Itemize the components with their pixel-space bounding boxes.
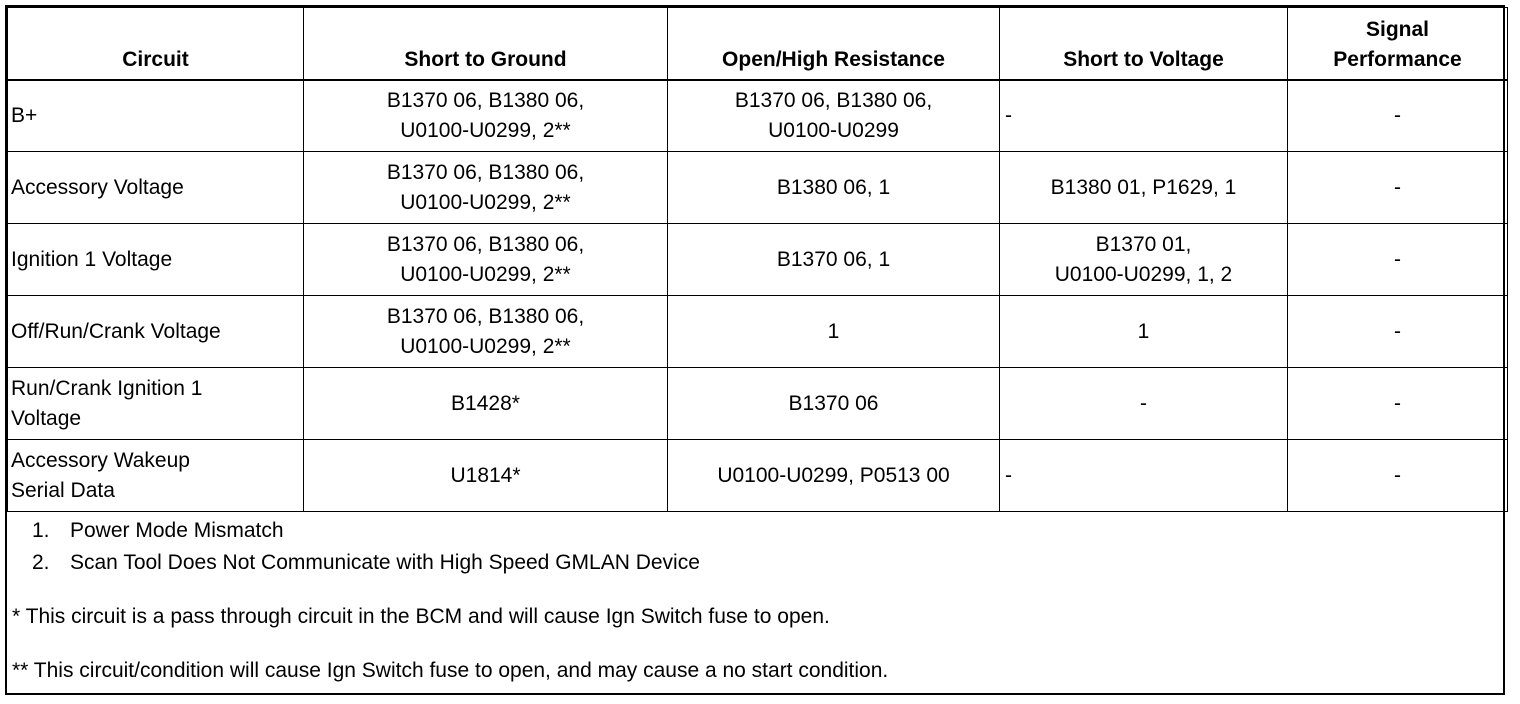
cell-short-to-voltage xyxy=(1000,440,1288,512)
cell-short-to-voltage xyxy=(1000,80,1288,152)
cell-short-to-ground xyxy=(304,80,668,152)
cell-circuit xyxy=(8,296,304,368)
cell-line: - xyxy=(1394,103,1401,127)
footnote-double-asterisk: ** This circuit/condition will cause Ign Switch fuse to open, and may cause a no start condition. xyxy=(12,659,889,682)
cell-signal-performance xyxy=(1288,368,1508,440)
cell-open-high-resistance xyxy=(668,152,1000,224)
cell-signal-performance xyxy=(1288,296,1508,368)
cell-line: 1 xyxy=(1137,319,1150,343)
cell-short-to-ground xyxy=(304,224,668,296)
cell-line: B1370 06 xyxy=(788,391,879,415)
cell-circuit xyxy=(8,152,304,224)
cell-line: - xyxy=(1394,175,1401,199)
dtc-table-frame xyxy=(5,5,1505,695)
cell-signal-performance xyxy=(1288,440,1508,512)
header-open-high-resistance: Open/High Resistance xyxy=(668,8,1000,80)
cell-signal-performance xyxy=(1288,224,1508,296)
cell-line: Run/Crank Ignition 1 xyxy=(11,376,203,400)
note-text: Scan Tool Does Not Communicate with High Speed GMLAN Device xyxy=(70,551,700,574)
cell-line: - xyxy=(1394,247,1401,271)
cell-line: - xyxy=(1005,463,1012,487)
table-row xyxy=(8,296,1508,368)
header-signal-performance-line: Signal xyxy=(1365,17,1429,41)
cell-short-to-voltage xyxy=(1000,152,1288,224)
cell-line: B1370 06, B1380 06, xyxy=(386,88,585,112)
cell-short-to-voltage xyxy=(1000,368,1288,440)
cell-circuit xyxy=(8,440,304,512)
cell-open-high-resistance xyxy=(668,224,1000,296)
cell-circuit xyxy=(8,224,304,296)
table-row xyxy=(8,224,1508,296)
cell-line: Off/Run/Crank Voltage xyxy=(11,319,221,343)
cell-line: 1 xyxy=(827,319,840,343)
note-item xyxy=(9,515,1505,547)
cell-circuit xyxy=(8,368,304,440)
cell-line: Ignition 1 Voltage xyxy=(11,247,173,271)
cell-line: Accessory Voltage xyxy=(11,175,184,199)
cell-line: U0100-U0299, 2** xyxy=(400,262,571,286)
cell-line: U1814* xyxy=(450,463,521,487)
cell-line: Accessory Wakeup xyxy=(11,448,190,472)
notes-section xyxy=(9,515,1505,687)
table-row xyxy=(8,368,1508,440)
cell-line: B1370 06, 1 xyxy=(776,247,891,271)
cell-short-to-ground xyxy=(304,296,668,368)
table-row xyxy=(8,80,1508,152)
note-text: Power Mode Mismatch xyxy=(70,519,284,542)
note-number: 2. xyxy=(32,551,50,574)
cell-line: U0100-U0299, P0513 00 xyxy=(717,463,950,487)
cell-open-high-resistance xyxy=(668,296,1000,368)
cell-line: Voltage xyxy=(11,406,82,430)
cell-line: - xyxy=(1005,103,1012,127)
cell-short-to-ground xyxy=(304,152,668,224)
cell-line: B1370 01, xyxy=(1095,232,1192,256)
table-row xyxy=(8,440,1508,512)
cell-circuit xyxy=(8,80,304,152)
cell-short-to-ground xyxy=(304,368,668,440)
cell-line: Serial Data xyxy=(11,478,115,502)
cell-short-to-voltage xyxy=(1000,296,1288,368)
header-signal-performance xyxy=(1288,8,1508,80)
cell-open-high-resistance xyxy=(668,80,1000,152)
dtc-table xyxy=(7,7,1508,512)
cell-short-to-voltage xyxy=(1000,224,1288,296)
cell-line: - xyxy=(1140,391,1147,415)
note-item xyxy=(9,547,1505,579)
note-number: 1. xyxy=(32,519,50,542)
footnote-single-asterisk: * This circuit is a pass through circuit in the BCM and will cause Ign Switch fuse to open. xyxy=(12,605,830,628)
cell-line: B+ xyxy=(11,103,38,127)
cell-line: B1370 06, B1380 06, xyxy=(734,88,933,112)
table-row xyxy=(8,152,1508,224)
cell-short-to-ground xyxy=(304,440,668,512)
cell-signal-performance xyxy=(1288,80,1508,152)
header-circuit: Circuit xyxy=(8,8,304,80)
cell-line: - xyxy=(1394,391,1401,415)
cell-line: B1380 01, P1629, 1 xyxy=(1050,175,1237,199)
cell-open-high-resistance xyxy=(668,440,1000,512)
cell-line: B1380 06, 1 xyxy=(776,175,891,199)
cell-line: B1428* xyxy=(451,391,520,415)
cell-line: U0100-U0299, 2** xyxy=(400,334,571,358)
cell-signal-performance xyxy=(1288,152,1508,224)
header-signal-performance-line: Performance xyxy=(1333,47,1462,71)
cell-line: - xyxy=(1394,463,1401,487)
cell-line: U0100-U0299, 1, 2 xyxy=(1054,262,1233,286)
header-short-to-voltage: Short to Voltage xyxy=(1000,8,1288,80)
header-short-to-ground: Short to Ground xyxy=(304,8,668,80)
cell-line: U0100-U0299, 2** xyxy=(400,190,571,214)
cell-line: B1370 06, B1380 06, xyxy=(386,304,585,328)
cell-open-high-resistance xyxy=(668,368,1000,440)
cell-line: B1370 06, B1380 06, xyxy=(386,160,585,184)
cell-line: - xyxy=(1394,319,1401,343)
cell-line: U0100-U0299 xyxy=(768,118,899,142)
cell-line: B1370 06, B1380 06, xyxy=(386,232,585,256)
header-row xyxy=(8,8,1508,80)
cell-line: U0100-U0299, 2** xyxy=(400,118,571,142)
